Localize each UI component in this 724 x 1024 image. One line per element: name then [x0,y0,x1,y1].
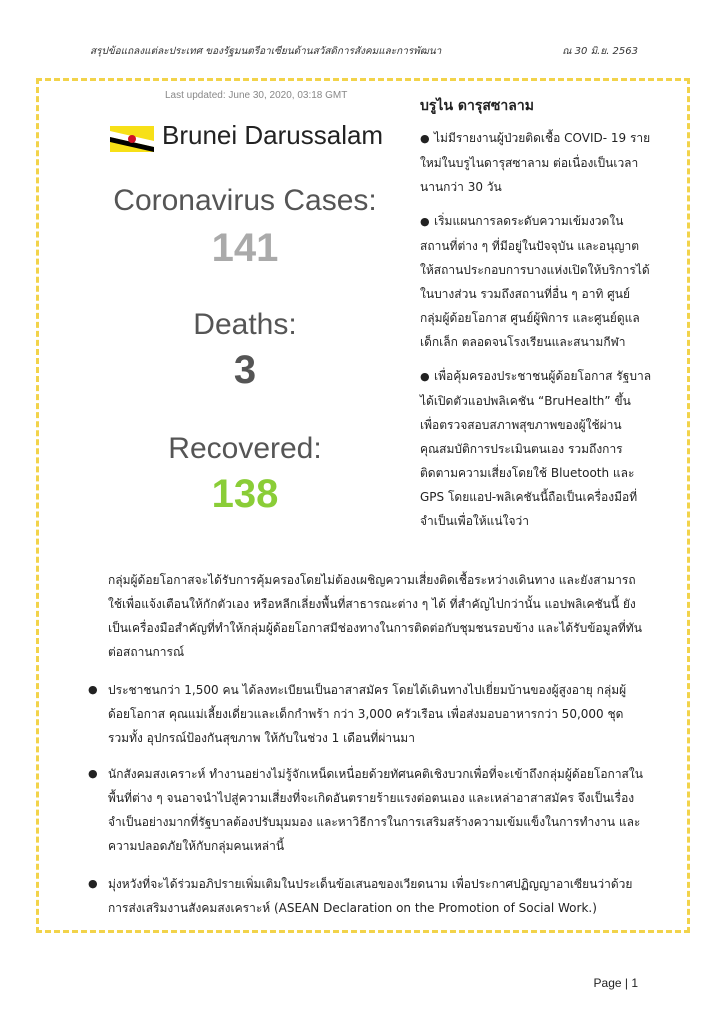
list-item-social-workers [88,762,648,858]
covid-stats-widget [90,86,400,536]
paragraph-easing-measures [420,209,652,354]
list-item-text: นักสังคมสงเคราะห์ ทำงานอย่างไม่รู้จักเหน็ดเหนื่อยด้วยทัศนคติเชิงบวกเพื่อที่จะเข้าถึงกลุ่มผู้ด้อยโอกาสในพื้นที่ต่าง ๆ จนอาจนำไปสู่ความเสี่ยงที่จะเกิดอันตรายร้ายแรงต่อตนเอง และเหล่าอาสาสมัคร จึงเป็นเรื่องจำเป็นอย่างมากที่รัฐบาลต้องปรับมุมมอง และหาวิธีการในการเสริมสร้างความเข้มแข็งในการทำงาน และความปลอดภัยให้กับกลุ่มคนเหล่านี้ [108,767,643,853]
right-column [420,96,652,543]
bullet-icon: ● [420,215,430,228]
cases-value: 141 [211,226,279,270]
list-item-text: ประชาชนกว่า 1,500 คน ได้ลงทะเบียนเป็นอาสาสมัคร โดยได้เดินทางไปเยี่ยมบ้านของผู้สูงอายุ กลุ่มผู้ด้อยโอกาส คุณแม่เลี้ยงเดี่ยวและเด็กกำพร้า กว่า 3,000 ครัวเรือน เพื่อส่งมอบอาหารกว่า 50,000 ชุด รวมทั้ง อุปกรณ์ป้องกันสุขภาพ ให้กับในช่วง 1 เดือนที่ผ่านมา [108,683,627,745]
country-row [110,120,400,156]
list-item-volunteers [88,678,648,750]
brunei-flag-icon [110,126,154,152]
recovered-value: 138 [211,472,279,516]
paragraph-text: เพื่อคุ้มครองประชาชนผู้ด้อยโอกาส รัฐบาลได้เปิดตัวแอปพลิเคชัน “BruHealth” ขึ้น เพื่อตรวจสอบสภาพสุขภาพของผู้ใช้ผ่านคุณสมบัติการประเมินตนเอง รวมถึงการติดตามความเสี่ยงโดยใช้ Bluetooth และ GPS โดยแอป-พลิเคชันนี้ถือเป็นเครื่องมือที่จำเป็นเพื่อให้แน่ใจว่า [420,369,652,528]
country-name: Brunei Darussalam [162,120,384,150]
recovered-label: Recovered: [168,432,322,465]
deaths-value: 3 [233,348,257,392]
cases-label: Coronavirus Cases: [113,184,377,217]
paragraph-text: ไม่มีรายงานผู้ป่วยติดเชื้อ COVID- 19 รายใหม่ในบรูไนดารุสซาลาม ต่อเนื่องเป็นเวลานานกว่า 30 วัน [420,131,651,194]
running-header-title: สรุปข้อแถลงแต่ละประเทศ ของรัฐมนตรีอาเซียนด้านสวัสดิการสังคมและการพัฒนา [90,46,442,57]
bullet-icon: ● [88,877,98,890]
last-updated: Last updated: June 30, 2020, 03:18 GMT [165,90,348,101]
bullet-icon: ● [88,767,98,780]
paragraph-bruhealth [420,364,652,533]
running-header-date: ณ 30 มิ.ย. 2563 [562,46,638,57]
list-item-text: มุ่งหวังที่จะได้ร่วมอภิปรายเพิ่มเติมในประเด็นข้อเสนอของเวียดนาม เพื่อประกาศปฏิญญาอาเซียนว่าด้วยการส่งเสริมงานสังคมสงเคราะห์ (ASEAN Declaration on the Promotion of Social Work.) [108,877,633,915]
list-item-asean-declaration [88,872,648,920]
deaths-label: Deaths: [193,308,297,341]
paragraph-text: เริ่มแผนการลดระดับความเข้มงวดในสถานที่ต่าง ๆ ที่มีอยู่ในปัจจุบัน และอนุญาตให้สถานประกอบการบางแห่งเปิดให้บริการได้ในบางส่วน รวมถึงสถานที่อื่น ๆ อาทิ ศูนย์กลุ่มผู้ด้อยโอกาส ศูนย์ผู้พิการ และศูนย์ดูแลเด็กเล็ก ตลอดจนโรงเรียนและสนามกีฬา [420,214,650,349]
paragraph-no-new-cases [420,126,652,199]
bullet-icon: ● [88,683,98,696]
section-title: บรูไน ดารุสซาลาม [420,98,534,114]
page-number: Page | 1 [593,976,638,990]
bullet-icon: ● [420,370,430,383]
bruhealth-continuation: กลุ่มผู้ด้อยโอกาสจะได้รับการคุ้มครองโดยไม่ต้องเผชิญความเสี่ยงติดเชื้อระหว่างเดินทาง และยังสามารถใช้เพื่อแจ้งเตือนให้กักตัวเอง หรือหลีกเลี่ยงพื้นที่สาธารณะต่าง ๆ ได้ ที่สำคัญไปกว่านั้น แอปพลิเคชันนี้ ยังเป็นเครื่องมือสำคัญที่ทำให้กลุ่มผู้ด้อยโอกาสมีช่องทางในการติดต่อกับชุมชนรอบข้าง และได้รับข้อมูลที่ทันต่อสถานการณ์ [108,573,642,659]
bullet-icon: ● [420,132,430,145]
